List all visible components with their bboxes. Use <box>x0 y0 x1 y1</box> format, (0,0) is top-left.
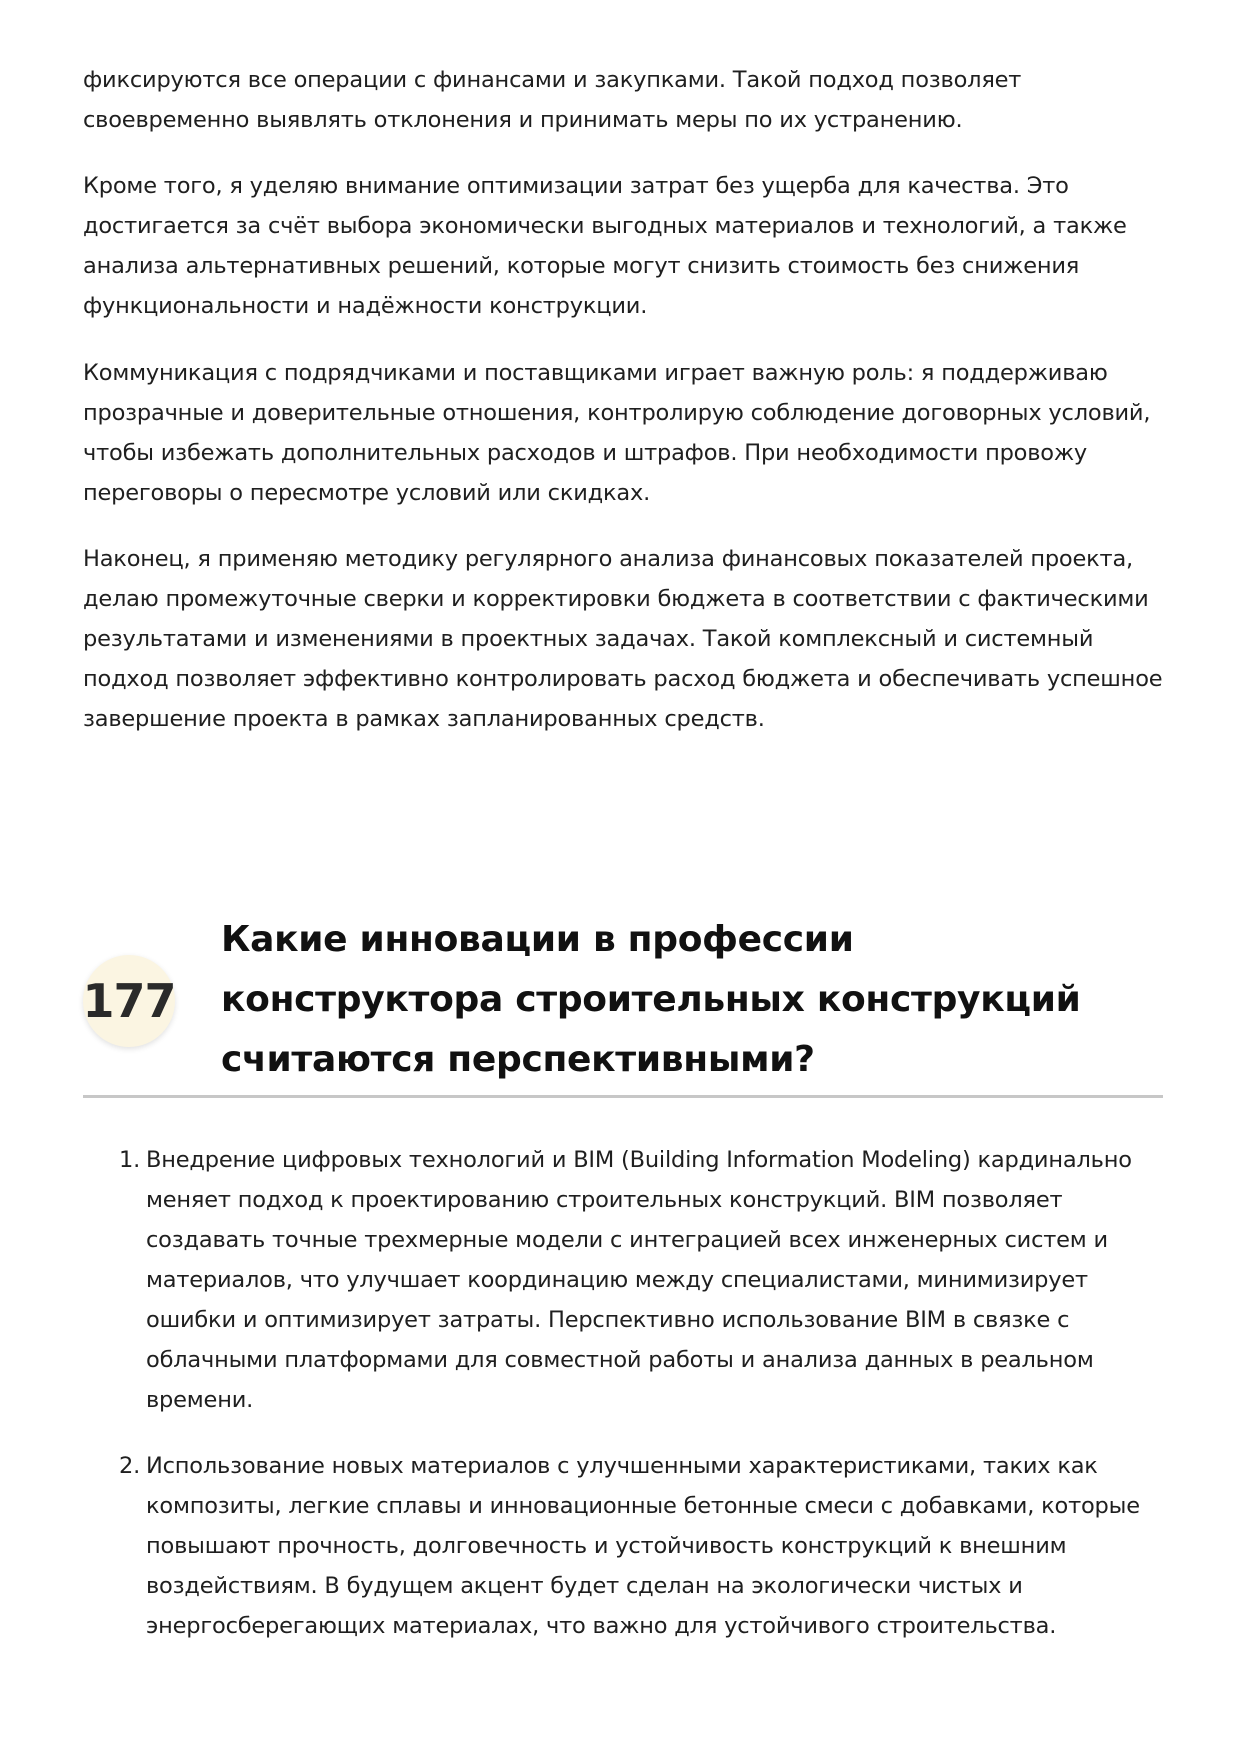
paragraph-contractor-communication: Коммуникация с подрядчиками и поставщиками играет важную роль: я поддерживаю прозрачные и доверительные отношения, контролирую соблюдение договорных условий, чтобы избежать дополнительных расходов и штрафов. При необходимости провожу переговоры о пересмотре условий или скидках. <box>83 360 1151 506</box>
answer-item-number: 1. <box>119 1147 141 1173</box>
paragraph-finance-records: фиксируются все операции с финансами и закупками. Такой подход позволяет своевременно выявлять отклонения и принимать меры по их устранению. <box>83 67 1022 133</box>
answer-item-text: Использование новых материалов с улучшенными характеристиками, таких как композиты, легкие сплавы и инновационные бетонные смеси с добавками, которые повышают прочность, долговечность и устойчивость конструкций к внешним воздействиям. В будущем акцент будет сделан на экологически чистых и энергосберегающих материалах, что важно для устойчивого строительства. <box>146 1453 1140 1639</box>
paragraph-financial-analysis: Наконец, я применяю методику регулярного анализа финансовых показателей проекта, делаю промежуточные сверки и корректировки бюджета в соответствии с фактическими результатами и изменениями в проектных задачах. Такой комплексный и системный подход позволяет эффективно контролировать расход бюджета и обеспечивать успешное завершение проекта в рамках запланированных средств. <box>83 546 1163 732</box>
answer-list <box>83 1140 1163 1646</box>
question-number-badge <box>83 955 175 1047</box>
question-title: Какие инновации в профессии конструктора строительных конструкций считаются перспективными? <box>221 919 1081 1080</box>
answer-item-text: Внедрение цифровых технологий и BIM (Building Information Modeling) кардинально меняет подход к проектированию строительных конструкций. BIM позволяет создавать точные трехмерные модели с интеграцией всех инженерных систем и материалов, что улучшает координацию между специалистами, минимизирует ошибки и оптимизирует затраты. Перспективно использование BIM в связке с облачными платформами для совместной работы и анализа данных в реальном времени. <box>146 1147 1132 1413</box>
question-number: 177 <box>82 974 176 1028</box>
question-divider <box>83 1095 1163 1098</box>
answer-item <box>83 1446 1163 1646</box>
answer-item-number: 2. <box>119 1453 141 1479</box>
paragraph-cost-optimization: Кроме того, я уделяю внимание оптимизации затрат без ущерба для качества. Это достигается за счёт выбора экономически выгодных материалов и технологий, а также анализа альтернативных решений, которые могут снизить стоимость без снижения функциональности и надёжности конструкции. <box>83 173 1127 319</box>
answer-item <box>83 1140 1163 1420</box>
